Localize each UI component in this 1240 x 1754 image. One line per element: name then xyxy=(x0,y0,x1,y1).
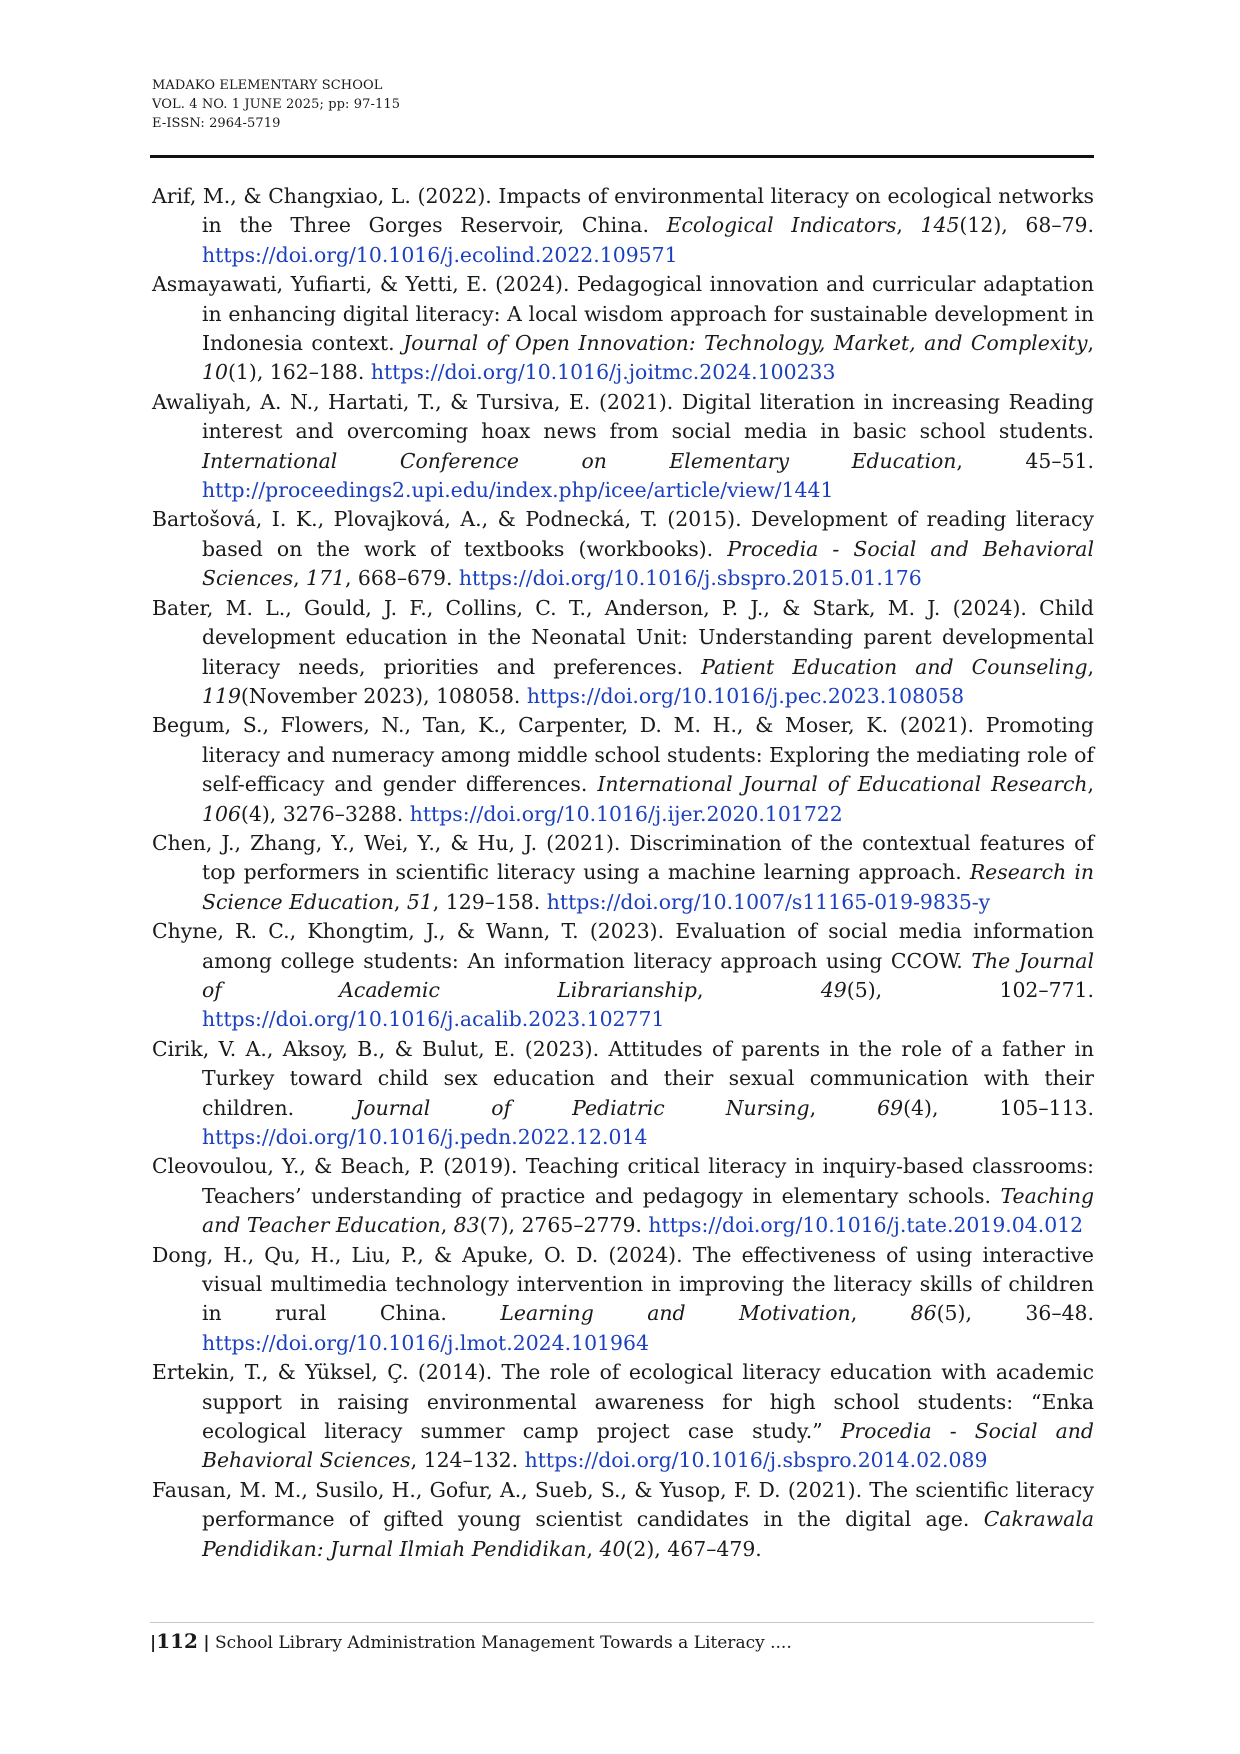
reference-volume: 69 xyxy=(877,1095,904,1120)
header-divider xyxy=(150,155,1094,158)
reference-authors-title: Asmayawati, Yufiarti, & Yetti, E. (2024). Pedagogical innovation and curricular adaptation in enhancing digital literacy: A local wisdom approach for sustainable development in Indonesia context. xyxy=(152,272,1094,356)
journal-name: MADAKO ELEMENTARY SCHOOL xyxy=(152,78,383,93)
reference-entry xyxy=(152,505,1094,593)
reference-doi-link[interactable]: https://doi.org/10.1016/j.sbspro.2015.01.176 xyxy=(458,566,922,591)
reference-volume: 40 xyxy=(599,1536,626,1561)
reference-volume: 145 xyxy=(920,213,960,238)
reference-volume: 10 xyxy=(202,360,228,385)
reference-doi-link[interactable]: https://doi.org/10.1016/j.acalib.2023.102771 xyxy=(202,1007,665,1032)
reference-entry xyxy=(152,1035,1094,1153)
reference-doi-link[interactable]: https://doi.org/10.1016/j.joitmc.2024.100233 xyxy=(370,360,836,385)
reference-entry xyxy=(152,182,1094,270)
footer-separator: | xyxy=(150,1633,157,1653)
reference-entry xyxy=(152,829,1094,917)
reference-doi-link[interactable]: https://doi.org/10.1016/j.ecolind.2022.109571 xyxy=(202,242,678,267)
reference-authors-title: Bater, M. L., Gould, J. F., Collins, C. T., Anderson, P. J., & Stark, M. J. (2024). Child development education in the Neonatal Unit: Understanding parent developmental literacy needs, priorities and preferences. xyxy=(152,595,1094,679)
reference-journal: International Journal of Educational Research xyxy=(597,772,1088,797)
footer-separator: | xyxy=(203,1633,210,1653)
reference-separator: , xyxy=(393,889,407,914)
reference-separator: , 45–51. xyxy=(956,448,1094,473)
reference-pages: (4), 3276–3288. xyxy=(240,801,410,826)
reference-volume: 106 xyxy=(202,801,241,826)
reference-pages: (November 2023), 108058. xyxy=(240,683,527,708)
reference-volume: 51 xyxy=(406,889,433,914)
reference-doi-link[interactable]: https://doi.org/10.1016/j.lmot.2024.101964 xyxy=(202,1330,649,1355)
reference-separator: , xyxy=(896,213,921,238)
reference-separator: , xyxy=(1087,654,1095,679)
reference-authors-title: Begum, S., Flowers, N., Tan, K., Carpenter, D. M. H., & Moser, K. (2021). Promoting literacy and numeracy among middle school students: Exploring the mediating role of self-efficacy and gender differences. xyxy=(152,713,1094,797)
reference-list xyxy=(152,182,1094,1564)
reference-volume: 83 xyxy=(453,1213,480,1238)
reference-entry xyxy=(152,388,1094,506)
reference-authors-title: Fausan, M. M., Susilo, H., Gofur, A., Sueb, S., & Yusop, F. D. (2021). The scientific literacy performance of gifted young scientist candidates in the digital age. xyxy=(152,1477,1094,1532)
reference-doi-link[interactable]: http://proceedings2.upi.edu/index.php/icee/article/view/1441 xyxy=(202,478,834,503)
reference-entry xyxy=(152,711,1094,829)
reference-pages: (1), 162–188. xyxy=(227,360,371,385)
reference-authors-title: Chen, J., Zhang, Y., Wei, Y., & Hu, J. (2021). Discrimination of the contextual features of top performers in scientific literacy using a machine learning approach. xyxy=(152,830,1094,885)
reference-separator: , xyxy=(586,1536,600,1561)
reference-separator: , xyxy=(1087,772,1094,797)
reference-pages: (7), 2765–2779. xyxy=(479,1213,649,1238)
reference-entry xyxy=(152,917,1094,1035)
reference-pages: (12), 68–79. xyxy=(959,213,1094,238)
reference-doi-link[interactable]: https://doi.org/10.1007/s11165-019-9835-y xyxy=(546,889,991,914)
reference-authors-title: Cleovoulou, Y., & Beach, P. (2019). Teaching critical literacy in inquiry-based classrooms: Teachers’ understanding of practice and pedagogy in elementary schools. xyxy=(152,1154,1094,1208)
reference-entry xyxy=(152,594,1094,712)
reference-journal: Cakrawala Pendidikan: Jurnal Ilmiah Pendidikan xyxy=(202,1507,1094,1561)
reference-doi-link[interactable]: https://doi.org/10.1016/j.tate.2019.04.012 xyxy=(648,1213,1084,1238)
journal-volume: VOL. 4 NO. 1 JUNE 2025; pp: 97-115 xyxy=(152,97,401,112)
reference-authors-title: Arif, M., & Changxiao, L. (2022). Impacts of environmental literacy on ecological networks in the Three Gorges Reservoir, China. xyxy=(152,184,1094,238)
reference-doi-link[interactable]: https://doi.org/10.1016/j.pec.2023.108058 xyxy=(526,683,965,708)
journal-issn: E-ISSN: 2964-5719 xyxy=(152,116,281,131)
reference-authors-title: Ertekin, T., & Yüksel, Ç. (2014). The role of ecological literacy education with academic support in raising environmental awareness for high school students: “Enka ecological literacy summer camp project case study.” xyxy=(152,1360,1094,1444)
reference-authors-title: Chyne, R. C., Khongtim, J., & Wann, T. (2023). Evaluation of social media information among college students: An information literacy approach using CCOW. xyxy=(152,919,1094,973)
reference-volume: 49 xyxy=(820,977,847,1002)
reference-authors-title: Dong, H., Qu, H., Liu, P., & Apuke, O. D. (2024). The effectiveness of using interactive visual multimedia technology intervention in improving the literacy skills of children in rural China. xyxy=(152,1242,1094,1326)
reference-journal: Procedia - Social and Behavioral Sciences xyxy=(202,536,1094,591)
running-title: School Library Administration Management Towards a Literacy .... xyxy=(214,1633,792,1653)
reference-volume: 171 xyxy=(306,566,345,591)
reference-separator: , xyxy=(293,566,307,591)
reference-pages: , 668–679. xyxy=(344,566,459,591)
reference-doi-link[interactable]: https://doi.org/10.1016/j.ijer.2020.101722 xyxy=(409,801,843,826)
reference-pages: (5), 102–771. xyxy=(846,977,1094,1002)
reference-journal: The Journal of Academic Librarianship xyxy=(202,948,1094,1002)
reference-journal: Research in Science Education xyxy=(202,860,1094,914)
reference-authors-title: Awaliyah, A. N., Hartati, T., & Tursiva, E. (2021). Digital literation in increasing Reading interest and overcoming hoax news from social media in basic school students. xyxy=(152,389,1094,444)
reference-separator: , xyxy=(850,1301,911,1326)
page-footer xyxy=(150,1628,792,1656)
reference-entry xyxy=(152,1241,1094,1359)
reference-volume: 86 xyxy=(910,1301,937,1326)
footer-divider xyxy=(150,1622,1094,1623)
reference-separator: , 124–132. xyxy=(410,1448,525,1473)
reference-journal: Ecological Indicators xyxy=(666,213,897,238)
reference-journal: Journal of Open Innovation: Technology, Market, and Complexity xyxy=(403,331,1088,356)
journal-header xyxy=(152,76,400,133)
reference-entry xyxy=(152,270,1094,388)
reference-entry xyxy=(152,1476,1094,1564)
reference-separator: , xyxy=(696,977,821,1002)
reference-journal: Learning and Motivation xyxy=(500,1301,851,1326)
reference-pages: , 129–158. xyxy=(432,889,547,914)
reference-pages: (5), 36–48. xyxy=(936,1301,1094,1326)
reference-separator: , xyxy=(1087,331,1094,356)
reference-doi-link[interactable]: https://doi.org/10.1016/j.pedn.2022.12.014 xyxy=(202,1125,648,1149)
reference-pages: (4), 105–113. xyxy=(903,1095,1094,1120)
reference-journal: International Conference on Elementary Education xyxy=(202,448,957,473)
reference-journal: Journal of Pediatric Nursing xyxy=(355,1095,810,1120)
reference-separator: , xyxy=(809,1095,878,1120)
reference-pages: (2), 467–479. xyxy=(625,1536,762,1561)
reference-journal: Procedia - Social and Behavioral Sciences xyxy=(202,1419,1094,1473)
reference-separator: , xyxy=(440,1213,454,1238)
reference-journal: Teaching and Teacher Education xyxy=(202,1183,1094,1238)
reference-authors-title: Cirik, V. A., Aksoy, B., & Bulut, E. (2023). Attitudes of parents in the role of a father in Turkey toward child sex education and their sexual communication with their children. xyxy=(152,1036,1094,1120)
reference-entry xyxy=(152,1358,1094,1476)
reference-entry xyxy=(152,1152,1094,1240)
reference-doi-link[interactable]: https://doi.org/10.1016/j.sbspro.2014.02.089 xyxy=(524,1448,988,1473)
page-number: 112 xyxy=(156,1629,198,1653)
reference-journal: Patient Education and Counseling xyxy=(701,654,1088,679)
reference-volume: 119 xyxy=(202,683,241,708)
reference-authors-title: Bartošová, I. K., Plovajková, A., & Podnecká, T. (2015). Development of reading literacy based on the work of textbooks (workbooks). xyxy=(152,507,1094,561)
